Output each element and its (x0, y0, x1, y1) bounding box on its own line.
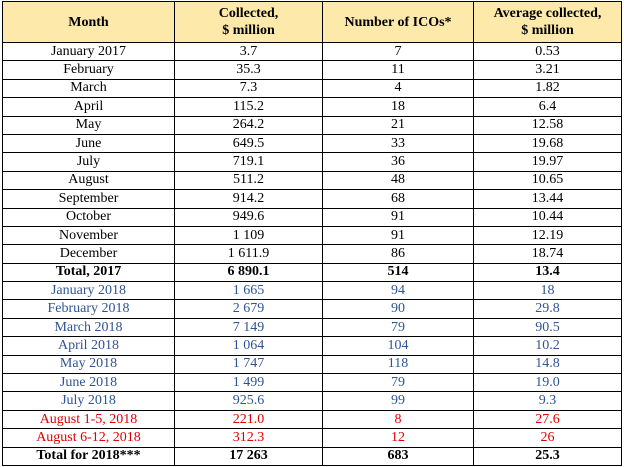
table-header (3, 2, 622, 43)
cell-collected: 1 665 (175, 282, 323, 300)
cell-average: 10.65 (474, 171, 622, 189)
cell-icos: 21 (323, 116, 474, 134)
cell-average: 90.5 (474, 318, 622, 336)
table-row (3, 190, 622, 208)
cell-average: 13.4 (474, 263, 622, 281)
cell-icos: 11 (323, 61, 474, 79)
cell-average: 6.4 (474, 98, 622, 116)
cell-icos: 118 (323, 355, 474, 373)
cell-icos: 8 (323, 410, 474, 428)
cell-collected: 1 611.9 (175, 245, 323, 263)
cell-month: August 1-5, 2018 (3, 410, 175, 428)
table-body (3, 43, 622, 466)
cell-icos: 4 (323, 79, 474, 97)
cell-icos: 86 (323, 245, 474, 263)
cell-icos: 90 (323, 300, 474, 318)
cell-icos: 79 (323, 374, 474, 392)
table-row (3, 79, 622, 97)
table-row (3, 410, 622, 428)
cell-icos: 99 (323, 392, 474, 410)
cell-icos: 33 (323, 134, 474, 152)
cell-collected: 1 109 (175, 226, 323, 244)
ico-statistics-table (2, 1, 622, 466)
cell-collected: 949.6 (175, 208, 323, 226)
cell-month: August (3, 171, 175, 189)
cell-month: January 2017 (3, 43, 175, 61)
table-row (3, 337, 622, 355)
header-average-line1: Average collected, (493, 6, 602, 21)
cell-average: 10.2 (474, 337, 622, 355)
cell-icos: 514 (323, 263, 474, 281)
header-collected (175, 2, 323, 43)
cell-collected: 719.1 (175, 153, 323, 171)
cell-collected: 3.7 (175, 43, 323, 61)
cell-icos: 36 (323, 153, 474, 171)
cell-average: 14.8 (474, 355, 622, 373)
cell-month: September (3, 190, 175, 208)
cell-collected: 264.2 (175, 116, 323, 134)
cell-collected: 2 679 (175, 300, 323, 318)
cell-collected: 1 747 (175, 355, 323, 373)
table-row (3, 392, 622, 410)
cell-collected: 35.3 (175, 61, 323, 79)
cell-month: December (3, 245, 175, 263)
table-row (3, 318, 622, 336)
header-collected-line1: Collected, (218, 6, 279, 21)
cell-average: 12.19 (474, 226, 622, 244)
table-row (3, 226, 622, 244)
cell-average: 27.6 (474, 410, 622, 428)
cell-collected: 914.2 (175, 190, 323, 208)
total-row-2017 (3, 263, 622, 281)
cell-month: April (3, 98, 175, 116)
header-icos (323, 2, 474, 43)
table-row (3, 300, 622, 318)
cell-month: March 2018 (3, 318, 175, 336)
cell-month: January 2018 (3, 282, 175, 300)
cell-collected: 925.6 (175, 392, 323, 410)
cell-average: 26 (474, 429, 622, 447)
cell-month: May 2018 (3, 355, 175, 373)
cell-month: April 2018 (3, 337, 175, 355)
cell-average: 25.3 (474, 447, 622, 465)
table-row (3, 245, 622, 263)
cell-average: 9.3 (474, 392, 622, 410)
cell-collected: 7 149 (175, 318, 323, 336)
cell-icos: 18 (323, 98, 474, 116)
cell-collected: 7.3 (175, 79, 323, 97)
table-row (3, 355, 622, 373)
cell-month: August 6-12, 2018 (3, 429, 175, 447)
table-row (3, 61, 622, 79)
cell-month: February 2018 (3, 300, 175, 318)
cell-collected: 1 064 (175, 337, 323, 355)
cell-average: 18.74 (474, 245, 622, 263)
table-row (3, 134, 622, 152)
header-month (3, 2, 175, 43)
cell-collected: 1 499 (175, 374, 323, 392)
cell-month: July (3, 153, 175, 171)
cell-month: Total for 2018*** (3, 447, 175, 465)
cell-icos: 7 (323, 43, 474, 61)
cell-average: 12.58 (474, 116, 622, 134)
cell-month: June (3, 134, 175, 152)
cell-icos: 68 (323, 190, 474, 208)
cell-average: 19.97 (474, 153, 622, 171)
cell-icos: 104 (323, 337, 474, 355)
cell-average: 29.8 (474, 300, 622, 318)
cell-month: July 2018 (3, 392, 175, 410)
table-row (3, 374, 622, 392)
cell-collected: 17 263 (175, 447, 323, 465)
cell-month: November (3, 226, 175, 244)
header-icos-label: Number of ICOs* (344, 14, 452, 30)
table-row (3, 98, 622, 116)
cell-icos: 48 (323, 171, 474, 189)
table-row (3, 429, 622, 447)
header-collected-line2: $ million (222, 23, 275, 38)
cell-icos: 91 (323, 208, 474, 226)
cell-collected: 649.5 (175, 134, 323, 152)
cell-icos: 683 (323, 447, 474, 465)
cell-icos: 79 (323, 318, 474, 336)
cell-month: May (3, 116, 175, 134)
cell-average: 18 (474, 282, 622, 300)
table-row (3, 116, 622, 134)
cell-icos: 12 (323, 429, 474, 447)
header-average-line2: $ million (521, 23, 574, 38)
cell-collected: 115.2 (175, 98, 323, 116)
cell-collected: 312.3 (175, 429, 323, 447)
cell-month: June 2018 (3, 374, 175, 392)
table-row (3, 208, 622, 226)
header-month-label: Month (68, 14, 109, 30)
cell-month: October (3, 208, 175, 226)
cell-average: 3.21 (474, 61, 622, 79)
cell-month: Total, 2017 (3, 263, 175, 281)
table-row (3, 282, 622, 300)
cell-collected: 221.0 (175, 410, 323, 428)
cell-collected: 6 890.1 (175, 263, 323, 281)
cell-average: 1.82 (474, 79, 622, 97)
cell-average: 19.68 (474, 134, 622, 152)
cell-collected: 511.2 (175, 171, 323, 189)
header-average (474, 2, 622, 43)
cell-icos: 91 (323, 226, 474, 244)
header-row (3, 2, 622, 43)
cell-icos: 94 (323, 282, 474, 300)
cell-month: March (3, 79, 175, 97)
cell-average: 10.44 (474, 208, 622, 226)
cell-average: 13.44 (474, 190, 622, 208)
table-row (3, 43, 622, 61)
cell-month: February (3, 61, 175, 79)
cell-average: 19.0 (474, 374, 622, 392)
total-row-2018 (3, 447, 622, 465)
cell-average: 0.53 (474, 43, 622, 61)
table-row (3, 153, 622, 171)
table-row (3, 171, 622, 189)
